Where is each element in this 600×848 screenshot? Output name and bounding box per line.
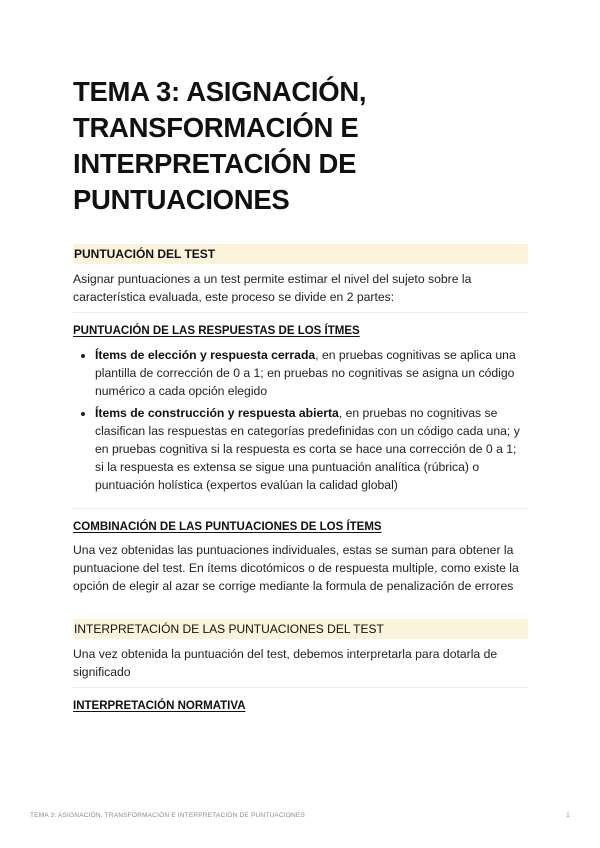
- footer-title: TEMA 3: ASIGNACIÓN, TRANSFORMACIÓN E INTERPRETACIÓN DE PUNTUACIONES: [30, 812, 305, 819]
- document-page: [73, 74, 528, 714]
- section-heading-interpretacion: INTERPRETACIÓN DE LAS PUNTUACIONES DEL TEST: [73, 619, 528, 639]
- paragraph-combinacion: Una vez obtenidas las puntuaciones individuales, estas se suman para obtener la puntuacione del test. En ítems dicotómicos o de respuesta multiple, como existe la opción de elegir al azar se corrige mediante la formula de penalización de errores: [73, 543, 519, 593]
- section-heading-puntuacion-test: PUNTUACIÓN DEL TEST: [73, 244, 528, 264]
- paragraph-puntuacion-test: Asignar puntuaciones a un test permite estimar el nivel del sujeto sobre la característica evaluada, este proceso se divide en 2 partes:: [73, 272, 472, 304]
- list-item-text: , en pruebas cognitivas se aplica una plantilla de corrección de 0 a 1; en pruebas no cognitivas se asigna un código numérico a cada opción elegido: [95, 348, 516, 398]
- list-item-bold: Ítems de elección y respuesta cerrada: [95, 348, 316, 362]
- page-title: TEMA 3: ASIGNACIÓN, TRANSFORMACIÓN E INTERPRETACIÓN DE PUNTUACIONES: [73, 76, 367, 215]
- divider: [73, 687, 528, 688]
- list-item-bold: Ítems de construcción y respuesta abierta: [95, 406, 339, 420]
- bullet-list: [73, 346, 528, 494]
- subheading-normativa: INTERPRETACIÓN NORMATIVA: [73, 700, 246, 712]
- list-item: [95, 346, 528, 400]
- subheading-combinacion: COMBINACIÓN DE LAS PUNTUACIONES DE LOS ÍTEMS: [73, 521, 382, 533]
- list-item-text: , en pruebas no cognitivas se clasifican las respuestas en categorías predefinidas con un código cada una; y en pruebas cognitiva si la respuesta es corta se hace una corrección de 0 a 1; si la respuesta es extensa se sigue una puntuación analítica (rúbrica) o puntuación holística (expertos evalúan la calidad global): [95, 406, 520, 492]
- list-item: [95, 404, 528, 494]
- divider: [73, 508, 528, 509]
- divider: [73, 312, 528, 313]
- page-footer: [30, 812, 570, 819]
- paragraph-interpretacion: Una vez obtenida la puntuación del test, debemos interpretarla para dotarla de significado: [73, 647, 498, 679]
- subheading-respuestas-items: PUNTUACIÓN DE LAS RESPUESTAS DE LOS ÍTMES: [73, 325, 360, 337]
- page-number: 1: [566, 812, 570, 819]
